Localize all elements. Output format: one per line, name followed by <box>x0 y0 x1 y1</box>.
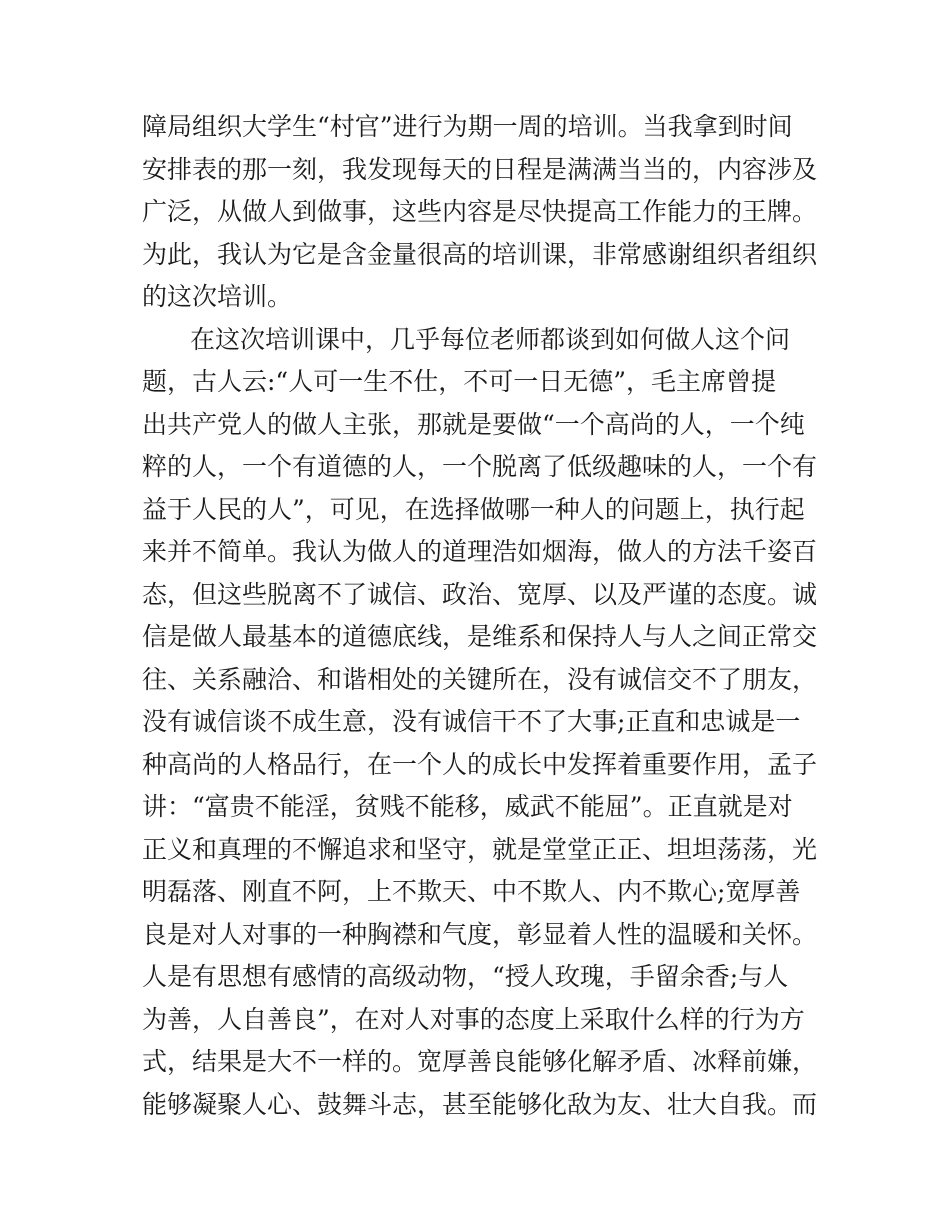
text-line: 安排表的那一刻，我发现每天的日程是满满当当的，内容涉及 <box>142 154 818 184</box>
text-line: 往、关系融洽、和谐相处的关键所在，没有诚信交不了朋友， <box>142 664 818 694</box>
text-line: 能够凝聚人心、鼓舞斗志，甚至能够化敌为友、壮大自我。而 <box>142 1089 818 1119</box>
text-line: 粹的人，一个有道德的人，一个脱离了低级趣味的人，一个有 <box>142 452 818 481</box>
text-line: 障局组织大学生“村官”进行为期一周的培训。当我拿到时间 <box>142 112 793 141</box>
text-line: 广泛，从做人到做事，这些内容是尽快提高工作能力的王牌。 <box>142 197 818 226</box>
text-line: 明磊落、刚直不阿，上不欺天、中不欺人、内不欺心;宽厚善 <box>142 877 801 906</box>
paragraph-start-line: 在这次培训课中，几乎每位老师都谈到如何做人这个问 <box>190 324 791 354</box>
text-line: 题，古人云:“人可一生不仕，不可一日无德”，毛主席曾提 <box>142 367 776 396</box>
text-line: 为善，人自善良”，在对人对事的态度上采取什么样的行为方 <box>142 1004 805 1034</box>
text-line: 信是做人最基本的道德底线，是维系和保持人与人之间正常交 <box>142 622 818 651</box>
text-line: 正义和真理的不懈追求和坚守，就是堂堂正正、坦坦荡荡，光 <box>142 834 818 864</box>
text-line: 种高尚的人格品行，在一个人的成长中发挥着重要作用，孟子 <box>142 749 818 779</box>
text-line: 没有诚信谈不成生意，没有诚信干不了大事;正直和忠诚是一 <box>142 707 801 736</box>
text-line: 为此，我认为它是含金量很高的培训课，非常感谢组织者组织 <box>142 239 818 269</box>
text-line: 的这次培训。 <box>142 282 293 311</box>
text-line: 态，但这些脱离不了诚信、政治、宽厚、以及严谨的态度。诚 <box>142 579 818 609</box>
text-line: 式，结果是大不一样的。宽厚善良能够化解矛盾、冰释前嫌， <box>142 1047 818 1076</box>
text-line: 良是对人对事的一种胸襟和气度，彰显着人性的温暖和关怀。 <box>142 919 818 949</box>
text-line: 讲：“富贵不能淫，贫贱不能移，威武不能屈”。正直就是对 <box>142 792 793 821</box>
text-line: 来并不简单。我认为做人的道理浩如烟海，做人的方法千姿百 <box>142 537 818 566</box>
text-line: 人是有思想有感情的高级动物，“授人玫瑰，手留余香;与人 <box>142 962 789 991</box>
body-text <box>142 106 822 1126</box>
text-line: 益于人民的人”，可见，在选择做哪一种人的问题上，执行起 <box>142 494 805 524</box>
text-line: 出共产党人的做人主张，那就是要做“一个高尚的人，一个纯 <box>142 409 805 439</box>
